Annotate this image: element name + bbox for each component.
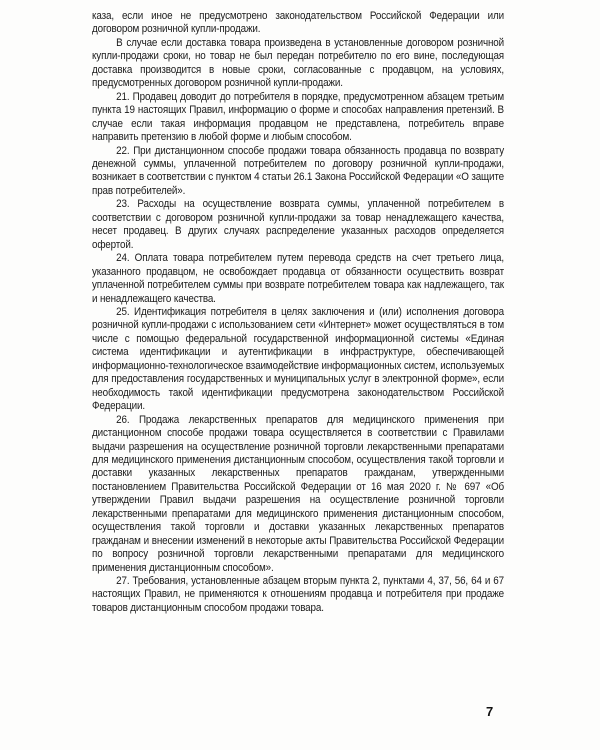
paragraph-25: 25. Идентификация потребителя в целях заключения и (или) исполнения договора розничной купли-продажи с использованием сети «Интернет» может осуществляться в том числе с помощью федеральной государственной информационной системы «Единая система идентификации и аутентификации в инфраструктуре, обеспечивающей информационно-технологическое взаимодействие информационных систем, используемых для предоставления государственных и муниципальных услуг в электронной форме», если необходимость такой идентификации предусмотрена законодательством Российской Федерации. [92, 305, 504, 413]
paragraph-21: 21. Продавец доводит до потребителя в порядке, предусмотренном абзацем третьим пункта 19 настоящих Правил, информацию о форме и способах направления претензий. В случае если такая информация продавцом не представлена, потребитель вправе направить претензию в любой форме и любым способом. [92, 90, 504, 144]
paragraph-24: 24. Оплата товара потребителем путем перевода средств на счет третьего лица, указанного продавцом, не освобождает продавца от обязанности осуществить возврат уплаченной потребителем суммы при возврате потребителем товара как надлежащего, так и ненадлежащего качества. [92, 252, 504, 305]
paragraph-delivery: В случае если доставка товара произведена в установленные договором розничной купли-продажи сроки, но товар не был передан потребителю по его вине, последующая доставка производится в новые сроки, согласованные с продавцом, на условиях, предусмотренных договором розничной купли-продажи. [92, 36, 504, 90]
page-number: 7 [486, 704, 494, 719]
paragraph-27: 27. Требования, установленные абзацем вторым пункта 2, пунктами 4, 37, 56, 64 и 67 настоящих Правил, не применяются к отношениям продавца и потребителя при продаже товаров дистанционным способом продажи товара. [92, 575, 504, 614]
paragraph-22: 22. При дистанционном способе продажи товара обязанность продавца по возврату денежной суммы, уплаченной потребителем по договору розничной купли-продажи, возникает в соответствии с пунктом 4 статьи 26.1 Закона Российской Федерации «О защите прав потребителей». [92, 144, 504, 197]
paragraph-continuation: каза, если иное не предусмотрено законодательством Российской Федерации или договором розничной купли-продажи. [92, 10, 504, 36]
paragraph-23: 23. Расходы на осуществление возврата суммы, уплаченной потребителем в соответствии с договором розничной купли-продажи за товар ненадлежащего качества, несет продавец. В других случаях распределение указанных расходов определяется офертой. [92, 198, 504, 251]
document-body [92, 10, 504, 615]
paragraph-26: 26. Продажа лекарственных препаратов для медицинского применения при дистанционном способе продажи товара осуществляется в соответствии с Правилами выдачи разрешения на осуществление розничной торговли лекарственными препаратами для медицинского применения дистанционным способом, осуществления такой торговли и доставки указанных лекарственных препаратов гражданам, утвержденными постановлением Правительства Российской Федерации от 16 мая 2020 г. № 697 «Об утверждении Правил выдачи разрешения на осуществление розничной торговли лекарственными препаратами для медицинского применения дистанционным способом, осуществления такой торговли и доставки указанных лекарственных препаратов гражданам и внесении изменений в некоторые акты Правительства Российской Федерации по вопросу розничной торговли лекарственными препаратами для медицинского применения дистанционным способом». [92, 413, 504, 574]
